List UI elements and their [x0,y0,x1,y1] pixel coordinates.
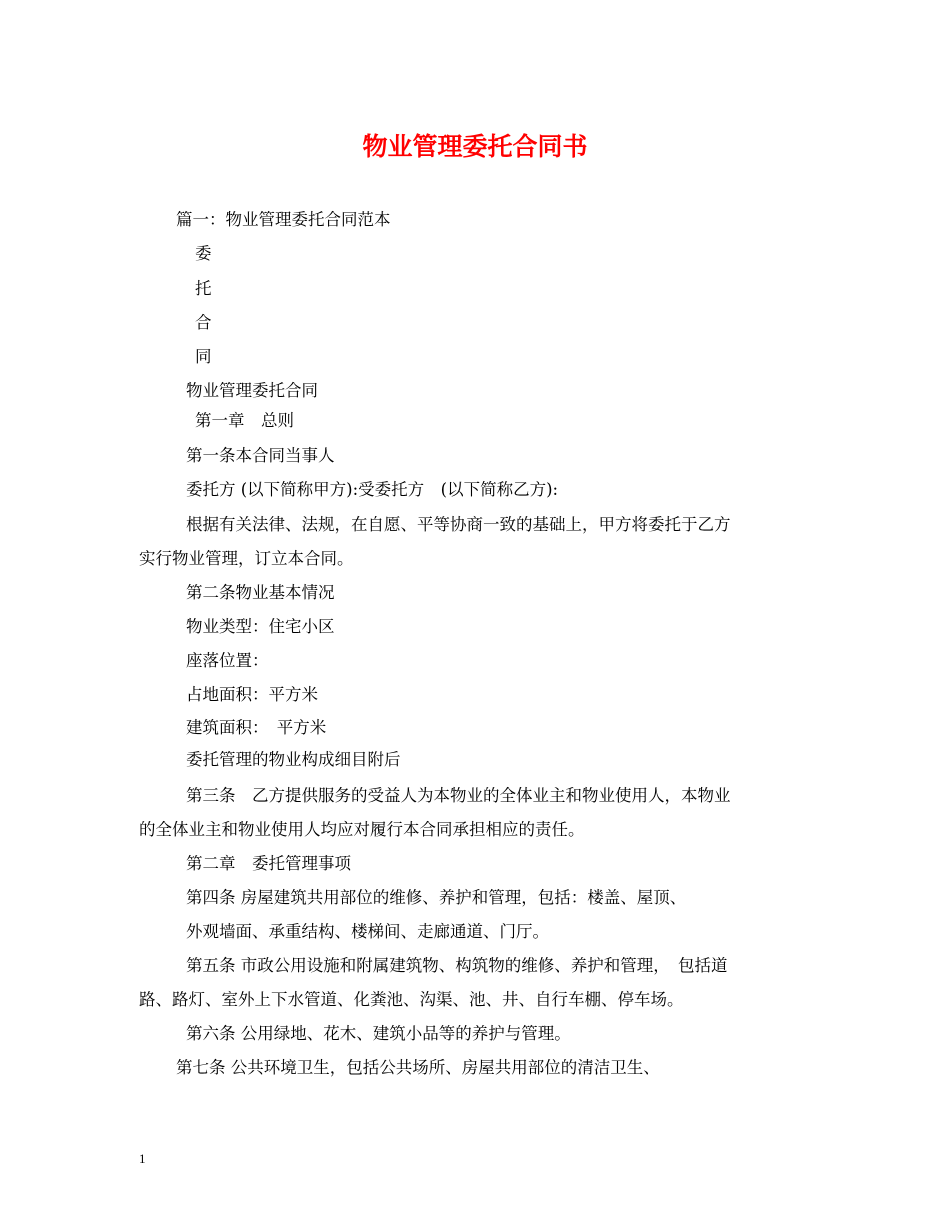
vertical-char-4: 同 [195,347,212,366]
vertical-char-3: 合 [195,313,212,332]
vertical-char-2: 托 [195,279,212,298]
paragraph-line: 根据有关法律、法规，在自愿、平等协商一致的基础上，甲方将委托于乙方 [186,515,731,534]
chapter-heading: 第二章 委托管理事项 [186,854,351,873]
paragraph-line: 外观墙面、承重结构、楼梯间、走廊通道、门厅。 [186,922,549,941]
paragraph-line: 第四条 房屋建筑共用部位的维修、养护和管理，包括：楼盖、屋顶、 [186,888,687,907]
article-heading: 第二条物业基本情况 [186,583,335,602]
chapter-heading: 第一章 总则 [195,411,294,430]
paragraph-line: 实行物业管理，订立本合同。 [139,549,354,568]
vertical-char-1: 委 [195,244,212,263]
paragraph-line: 物业类型：住宅小区 [186,617,335,636]
paragraph-line: 第六条 公用绿地、花木、建筑小品等的养护与管理。 [186,1024,571,1043]
paragraph-line: 第五条 市政公用设施和附属建筑物、构筑物的维修、养护和管理， 包括道 [186,956,728,975]
paragraph-line: 的全体业主和物业使用人均应对履行本合同承担相应的责任。 [139,820,585,839]
paragraph-line: 第三条 乙方提供服务的受益人为本物业的全体业主和物业使用人，本物业 [186,786,731,805]
paragraph-line: 路、路灯、室外上下水管道、化粪池、沟渠、池、井、自行车棚、停车场。 [139,990,684,1009]
paragraph-line: 委托方 (以下简称甲方):受委托方 (以下简称乙方): [186,480,559,499]
paragraph-line: 第七条 公共环境卫生，包括公共场所、房屋共用部位的清洁卫生、 [176,1058,660,1077]
page-number: 1 [139,1151,146,1166]
paragraph-line: 建筑面积： 平方米 [186,718,327,737]
contract-name: 物业管理委托合同 [186,381,318,400]
paragraph-line: 占地面积：平方米 [186,685,318,704]
article-heading: 第一条本合同当事人 [186,446,335,465]
paragraph-line: 委托管理的物业构成细目附后 [186,750,401,769]
document-title: 物业管理委托合同书 [362,132,588,161]
section-heading: 篇一：物业管理委托合同范本 [176,210,391,229]
paragraph-line: 座落位置： [186,651,269,670]
